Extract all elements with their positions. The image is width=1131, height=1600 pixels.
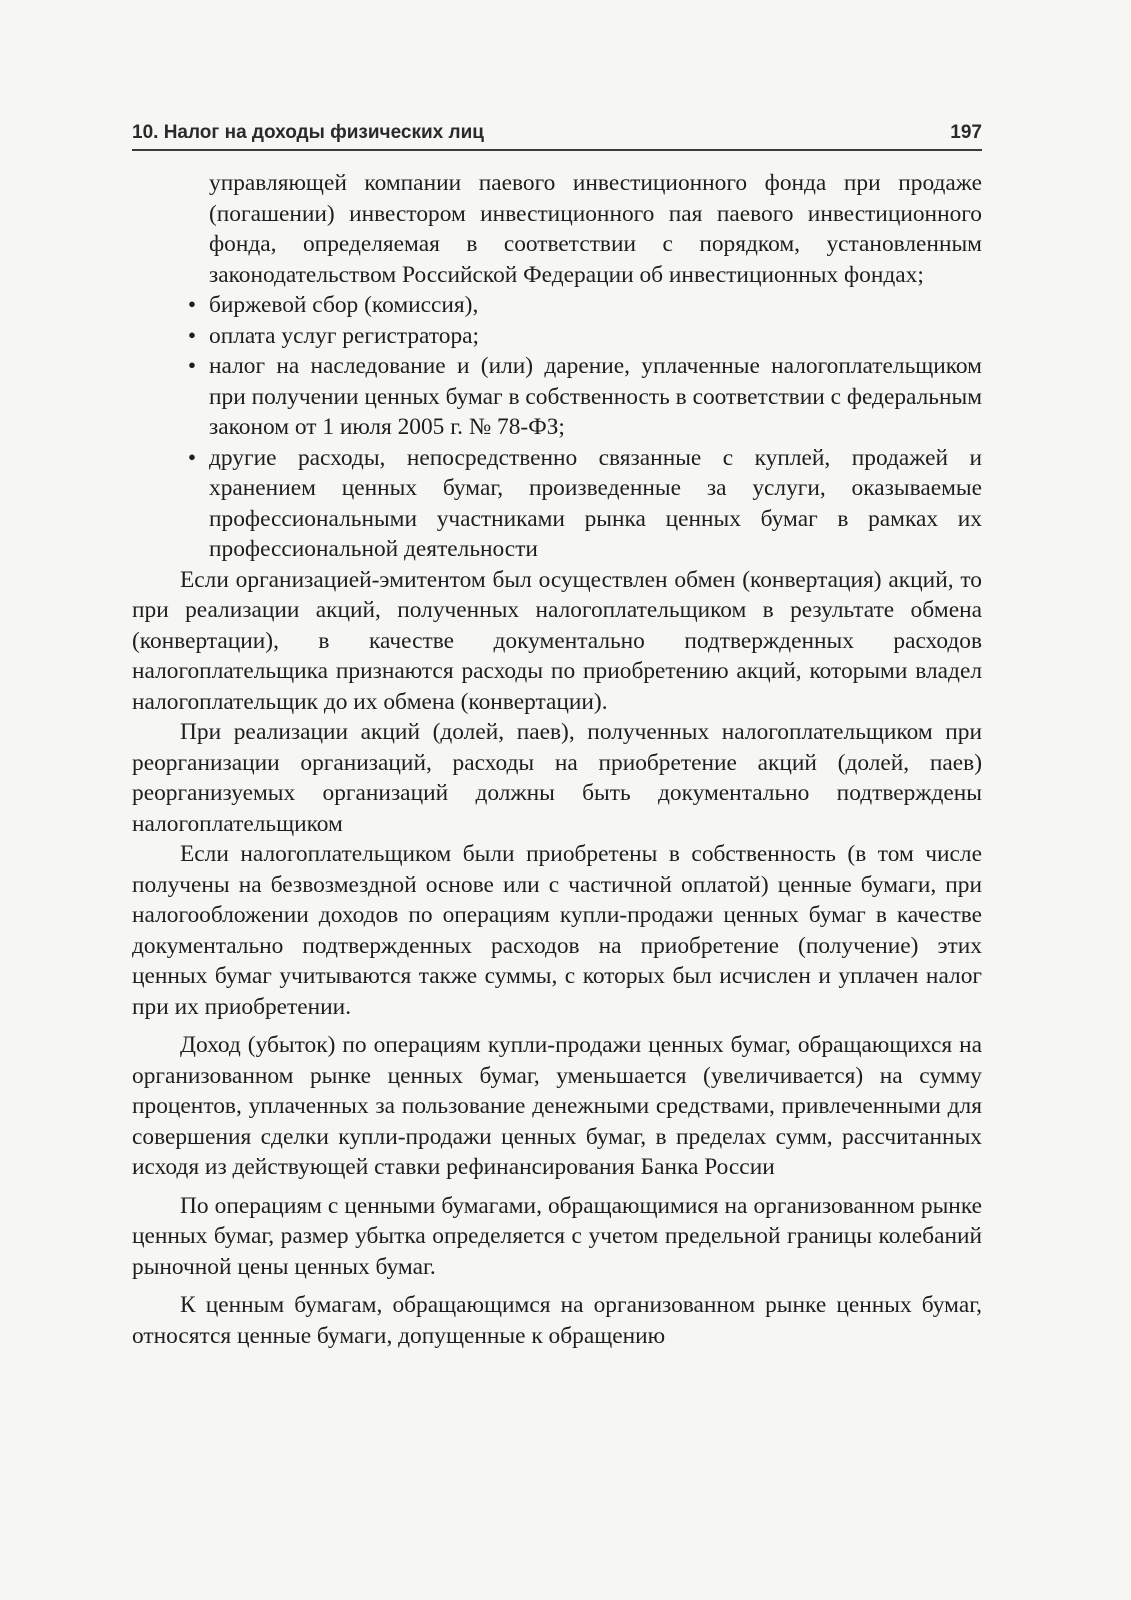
bullet-icon: • — [187, 444, 197, 471]
bullet-item — [132, 443, 982, 565]
body-paragraph: Доход (убыток) по операциям купли-продажи ценных бумаг, обращающихся на организованном рынке ценных бумаг, уменьшается (увеличивается) на сумму процентов, уплаченных за пользование денежными средствами, привлеченными для совершения сделки купли-продажи ценных бумаг, в пределах сумм, рассчитанных исходя из действующей ставки рефинансирования Банка России — [132, 1032, 982, 1180]
body-paragraph: Если налогоплательщиком были приобретены в собственность (в том числе получены на безвозмездной основе или с частичной оплатой) ценные бумаги, при налогообложении доходов по операциям купли-продажи ценных бумаг в качестве документально подтвержденных расходов на приобретение (получение) этих ценных бумаг учитываются также суммы, с которых был исчислен и уплачен налог при их приобретении. — [132, 841, 982, 1020]
bullet-text: налог на наследование и (или) дарение, уплаченные налогоплательщиком при получении ценных бумаг в собственность в соответствии с федеральным законом от 1 июля 2005 г. № 78-ФЗ; — [209, 353, 982, 440]
bullet-text: оплата услуг регистратора; — [209, 322, 480, 349]
header-rule — [132, 149, 982, 151]
bullet-list — [132, 290, 982, 565]
bullet-text: биржевой сбор (комиссия), — [209, 292, 479, 318]
bullet-icon: • — [187, 292, 197, 318]
body-paragraph: По операциям с ценными бумагами, обращающимися на организованном рынке ценных бумаг, размер убытка определяется с учетом предельной границы колебаний рыночной цены ценных бумаг. — [132, 1192, 982, 1280]
body-paragraph: К ценным бумагам, обращающимся на организованном рынке ценных бумаг, относятся ценные бумаги, допущенные к обращению — [132, 1292, 982, 1349]
body-text — [132, 168, 982, 1351]
chapter-title: 10. Налог на доходы физических лиц — [132, 122, 484, 143]
bullet-item — [132, 321, 982, 352]
bullet-icon: • — [187, 322, 197, 349]
bullet-text: другие расходы, непосредственно связанные с куплей, продажей и хранением ценных бумаг, произведенные за услуги, оказываемые профессиональными участниками рынка ценных бумаг в рамках их профессиональной деятельности — [209, 444, 982, 562]
body-paragraph: Если организацией-эмитентом был осуществлен обмен (конвертация) акций, то при реализации акций, полученных налогоплательщиком в результате обмена (конвертации), в качестве документально подтвержденных расходов налогоплательщика признаются расходы по приобретению акций, которыми владел налогоплательщик до их обмена (конвертации). — [132, 566, 982, 715]
bullet-icon: • — [187, 353, 197, 379]
bullet-item — [132, 290, 982, 321]
page-number: 197 — [950, 122, 982, 143]
continuation-paragraph: управляющей компании паевого инвестиционного фонда при продаже (погашении) инвестором инвестиционного пая паевого инвестиционного фонда, определяемая в соответствии с порядком, установленным законодательством Российской Федерации об инвестиционных фондах; — [209, 170, 982, 288]
body-paragraph: При реализации акций (долей, паев), полученных налогоплательщиком при реорганизации организаций, расходы на приобретение акций (долей, паев) реорганизуемых организаций должны быть документально подтверждены налогоплательщиком — [132, 719, 982, 837]
running-header — [132, 114, 982, 144]
bullet-item — [132, 351, 982, 443]
